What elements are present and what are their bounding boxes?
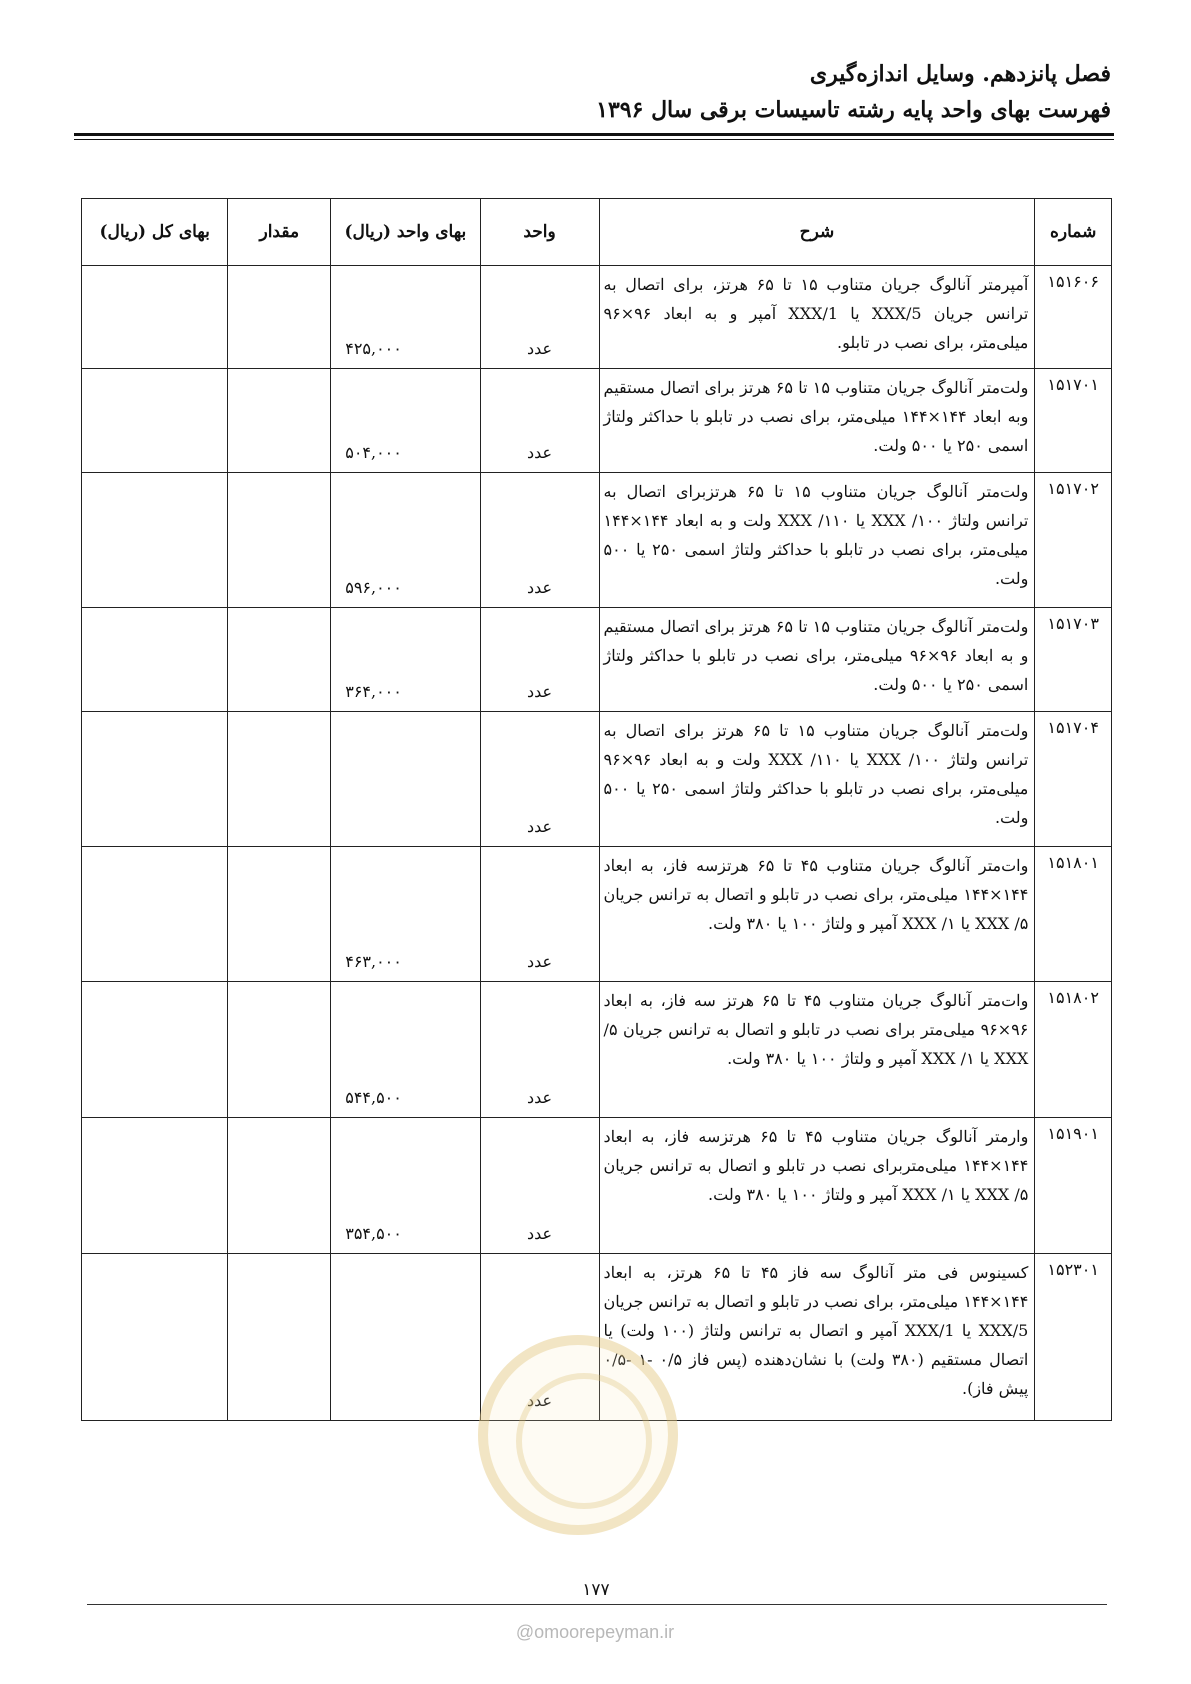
row-number: ۱۵۱۹۰۱ [1035,1118,1112,1254]
row-unit-price: ۵۴۴,۵۰۰ [331,982,480,1118]
header-rule-thin [74,139,1114,140]
row-total-price [82,847,228,982]
row-unit: عدد [480,712,599,847]
website-watermark: @omoorepeyman.ir [515,1622,675,1642]
row-unit-price: ۵۹۶,۰۰۰ [331,473,480,608]
table-row [82,982,1112,1118]
row-total-price [82,1254,228,1421]
row-number: ۱۵۱۷۰۱ [1035,369,1112,473]
row-quantity [228,473,331,608]
row-unit: عدد [480,608,599,712]
row-quantity [228,1254,331,1421]
row-quantity [228,847,331,982]
row-description: آمپرمتر آنالوگ جریان متناوب ۱۵ تا ۶۵ هرتز، برای اتصال به ترانس جریان XXX/5 یا XXX/1 آمپر و به ابعاد ۹۶×۹۶ میلی‌متر، برای نصب در تابلو. [599,266,1035,369]
row-quantity [228,712,331,847]
row-unit: عدد [480,266,599,369]
price-table [81,198,1112,1421]
row-unit-price: ۴۶۳,۰۰۰ [331,847,480,982]
row-total-price [82,608,228,712]
row-description: ولت‌متر آنالوگ جریان متناوب ۱۵ تا ۶۵ هرتز برای اتصال به ترانس ولتاژ ۱۰۰/ XXX یا ۱۱۰/ XXX ولت و به ابعاد ۹۶×۹۶ میلی‌متر، برای نصب در تابلو با حداکثر ولتاژ اسمی ۲۵۰ یا ۵۰۰ ولت. [599,712,1035,847]
row-description: ولت‌متر آنالوگ جریان متناوب ۱۵ تا ۶۵ هرتز برای اتصال مستقیم و به ابعاد ۹۶×۹۶ میلی‌متر، برای نصب در تابلو با حداکثر ولتاژ اسمی ۲۵۰ یا ۵۰۰ ولت. [599,608,1035,712]
column-header-unit: واحد [480,199,599,266]
row-quantity [228,369,331,473]
row-unit: عدد [480,847,599,982]
row-number: ۱۵۱۸۰۲ [1035,982,1112,1118]
table-row [82,712,1112,847]
page-header [71,58,1111,126]
table-row [82,266,1112,369]
table-row [82,1118,1112,1254]
table-row [82,608,1112,712]
row-description: وات‌متر آنالوگ جریان متناوب ۴۵ تا ۶۵ هرتز سه فاز، به ابعاد ۹۶×۹۶ میلی‌متر برای نصب در تابلو و اتصال به ترانس جریان ۵/ XXX یا ۱/ XXX آمپر و ولتاژ ۱۰۰ یا ۳۸۰ ولت. [599,982,1035,1118]
row-unit-price: ۳۵۴,۵۰۰ [331,1118,480,1254]
row-unit: عدد [480,473,599,608]
header-rule-thick [74,133,1114,136]
row-description: ولت‌متر آنالوگ جریان متناوب ۱۵ تا ۶۵ هرتزبرای اتصال به ترانس ولتاژ ۱۰۰/ XXX یا ۱۱۰/ XXX ولت و به ابعاد ۱۴۴×۱۴۴ میلی‌متر، برای نصب در تابلو با حداکثر ولتاژ اسمی ۲۵۰ یا ۵۰۰ ولت. [599,473,1035,608]
row-total-price [82,1118,228,1254]
row-total-price [82,369,228,473]
row-number: ۱۵۲۳۰۱ [1035,1254,1112,1421]
row-quantity [228,1118,331,1254]
document-title: فهرست بهای واحد پایه رشته تاسیسات برقی سال ۱۳۹۶ [596,97,1111,123]
column-header-quantity: مقدار [228,199,331,266]
row-number: ۱۵۱۶۰۶ [1035,266,1112,369]
row-unit: عدد [480,1118,599,1254]
row-total-price [82,473,228,608]
row-quantity [228,982,331,1118]
row-description: وارمتر آنالوگ جریان متناوب ۴۵ تا ۶۵ هرتزسه فاز، به ابعاد ۱۴۴×۱۴۴ میلی‌متربرای نصب در تابلو و اتصال به ترانس جریان ۵/ XXX یا ۱/ XXX آمپر و ولتاژ ۱۰۰ یا ۳۸۰ ولت. [599,1118,1035,1254]
page-number: ۱۷۷ [566,1580,626,1600]
column-header-total-price: بهای کل (ریال) [82,199,228,266]
table-header-row [82,199,1112,266]
watermark-seal-inner-ring [516,1373,652,1509]
row-total-price [82,982,228,1118]
row-unit-price: ۴۲۵,۰۰۰ [331,266,480,369]
row-number: ۱۵۱۷۰۲ [1035,473,1112,608]
chapter-title: فصل پانزدهم. وسایل اندازه‌گیری [809,61,1111,87]
row-number: ۱۵۱۷۰۴ [1035,712,1112,847]
row-total-price [82,266,228,369]
row-quantity [228,266,331,369]
row-unit: عدد [480,369,599,473]
row-total-price [82,712,228,847]
row-unit-price [331,712,480,847]
row-unit: عدد [480,1254,599,1421]
column-header-number: شماره [1035,199,1112,266]
column-header-unit-price: بهای واحد (ریال) [331,199,480,266]
table-row [82,473,1112,608]
row-description: ولت‌متر آنالوگ جریان متناوب ۱۵ تا ۶۵ هرتز برای اتصال مستقیم وبه ابعاد ۱۴۴×۱۴۴ میلی‌متر، برای نصب در تابلو با حداکثر ولتاژ اسمی ۲۵۰ یا ۵۰۰ ولت. [599,369,1035,473]
row-unit-price: ۵۰۴,۰۰۰ [331,369,480,473]
row-quantity [228,608,331,712]
row-unit: عدد [480,982,599,1118]
table-row [82,369,1112,473]
column-header-description: شرح [599,199,1035,266]
table-row [82,847,1112,982]
row-unit-price: ۳۶۴,۰۰۰ [331,608,480,712]
row-unit-price [331,1254,480,1421]
row-description: کسینوس فی متر آنالوگ سه فاز ۴۵ تا ۶۵ هرتز، به ابعاد ۱۴۴×۱۴۴ میلی‌متر، برای نصب در تابلو و اتصال به ترانس جریان XXX/5 یا XXX/1 آمپر و اتصال به ترانس ولتاژ (۱۰۰ ولت) یا اتصال مستقیم (۳۸۰ ولت) با نشان‌دهنده (پس فاز ۰/۵ -۱ -۰/۵ پیش فاز). [599,1254,1035,1421]
row-description: وات‌متر آنالوگ جریان متناوب ۴۵ تا ۶۵ هرتزسه فاز، به ابعاد ۱۴۴×۱۴۴ میلی‌متر، برای نصب در تابلو و اتصال به ترانس جریان ۵/ XXX یا ۱/ XXX آمپر و ولتاژ ۱۰۰ یا ۳۸۰ ولت. [599,847,1035,982]
footer-rule [87,1604,1107,1605]
row-number: ۱۵۱۸۰۱ [1035,847,1112,982]
row-number: ۱۵۱۷۰۳ [1035,608,1112,712]
watermark-seal [478,1335,678,1535]
